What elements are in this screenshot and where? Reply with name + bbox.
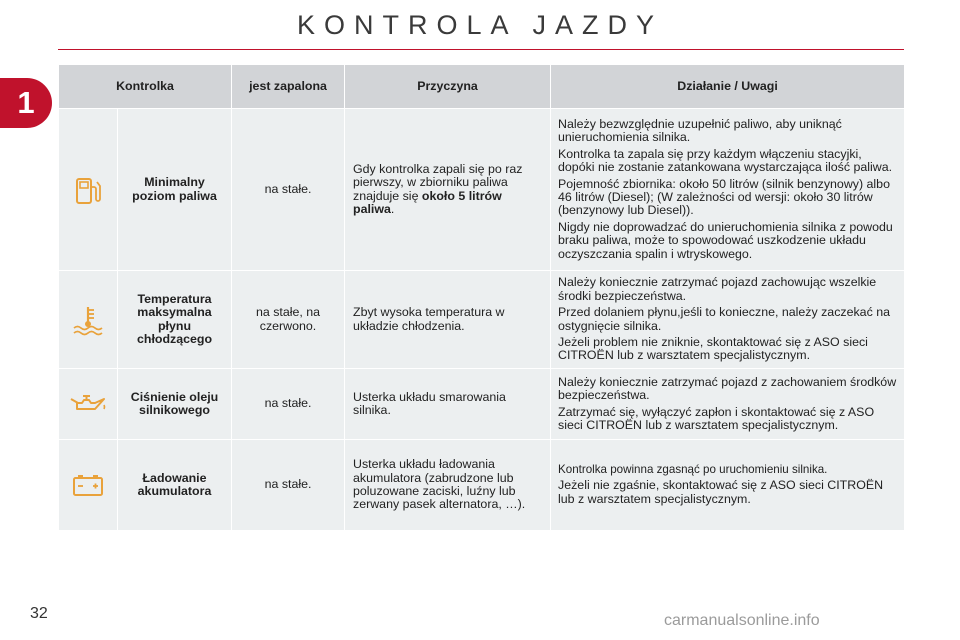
action-text: Należy koniecznie zatrzymać pojazd z zachowaniem środków bezpieczeństwa.: [558, 374, 897, 403]
row-lit: na stałe.: [232, 440, 345, 531]
row-lit: na stałe.: [232, 369, 345, 440]
title-divider: [58, 49, 904, 50]
row-cause: Gdy kontrolka zapali się po raz pierwszy, w zbiorniku paliwa znajduje się około 5 litrów paliwa.: [345, 109, 551, 271]
action-text: Jeżeli nie zgaśnie, skontaktować się z ASO sieci CITROËN lub z warsztatem specjalistycznym.: [558, 478, 884, 506]
table-row: [59, 109, 905, 271]
battery-icon: [59, 440, 118, 531]
coolant-temperature-icon: [59, 271, 118, 369]
action-text: Jeżeli problem nie zniknie, skontaktować się z ASO sieci CITROËN lub z warsztatem specjalistycznym.: [558, 334, 868, 363]
row-action: [551, 109, 905, 271]
warning-lights-table: [58, 64, 905, 531]
row-action: [551, 440, 905, 531]
row-name: Ciśnienie oleju silnikowego: [118, 369, 232, 440]
table-row: [59, 440, 905, 531]
row-name: Ładowanie akumulatora: [118, 440, 232, 531]
col-header-cause: Przyczyna: [345, 65, 551, 109]
action-text: Należy bezwzględnie uzupełnić paliwo, aby uniknąć unieruchomienia silnika.: [558, 117, 842, 145]
row-cause: Usterka układu smarowania silnika.: [345, 369, 551, 440]
action-text: Nigdy nie doprowadzać do unieruchomienia silnika z powodu braku paliwa, może to spowodować uszkodzenie układu oczyszczania spalin i wtryskowego.: [558, 219, 893, 261]
table-row: [59, 369, 905, 440]
action-text: Przed dolaniem płynu,jeśli to konieczne, należy zaczekać na ostygnięcie silnika.: [558, 305, 890, 333]
table-row: [59, 271, 905, 369]
oil-can-icon: [59, 369, 118, 440]
action-text: Należy koniecznie zatrzymać pojazd zachowując wszelkie środki bezpieczeństwa.: [558, 275, 877, 303]
action-text: Kontrolka powinna zgasnąć po uruchomieniu silnika.: [558, 462, 828, 476]
col-header-action: Działanie / Uwagi: [551, 65, 905, 109]
chapter-tab: 1: [0, 78, 52, 128]
watermark: carmanualsonline.info: [664, 612, 820, 629]
page-title: KONTROLA JAZDY: [296, 10, 664, 40]
row-lit: na stałe.: [232, 109, 345, 271]
row-cause: Zbyt wysoka temperatura w układzie chłodzenia.: [345, 271, 551, 369]
row-action: [551, 271, 905, 369]
row-action: [551, 369, 905, 440]
action-text: Kontrolka ta zapala się przy każdym włączeniu stacyjki, dopóki nie zostanie zatankowana wystarczająca ilość paliwa.: [558, 146, 893, 175]
row-name: Temperatura maksymalna płynu chłodzącego: [118, 271, 232, 369]
fuel-pump-icon: [59, 109, 118, 271]
row-name: Minimalny poziom paliwa: [118, 109, 232, 271]
row-cause: Usterka układu ładowania akumulatora (zabrudzone lub poluzowane zaciski, luźny lub zerwany pasek alternatora, …).: [345, 440, 551, 531]
table-header-row: [59, 65, 905, 109]
action-text: Zatrzymać się, wyłączyć zapłon i skontaktować się z ASO sieci CITROËN lub z warsztatem specjalistycznym.: [558, 404, 875, 432]
col-header-kontrolka: Kontrolka: [59, 65, 232, 109]
action-text: Pojemność zbiornika: około 50 litrów (silnik benzynowy) albo 46 litrów (Diesel); (W zależności od wersji: około 30 litrów (benzynowy lub Diesel)).: [558, 176, 890, 218]
row-lit: na stałe, na czerwono.: [232, 271, 345, 369]
col-header-lit: jest zapalona: [232, 65, 345, 109]
page-number: 32: [30, 605, 48, 622]
